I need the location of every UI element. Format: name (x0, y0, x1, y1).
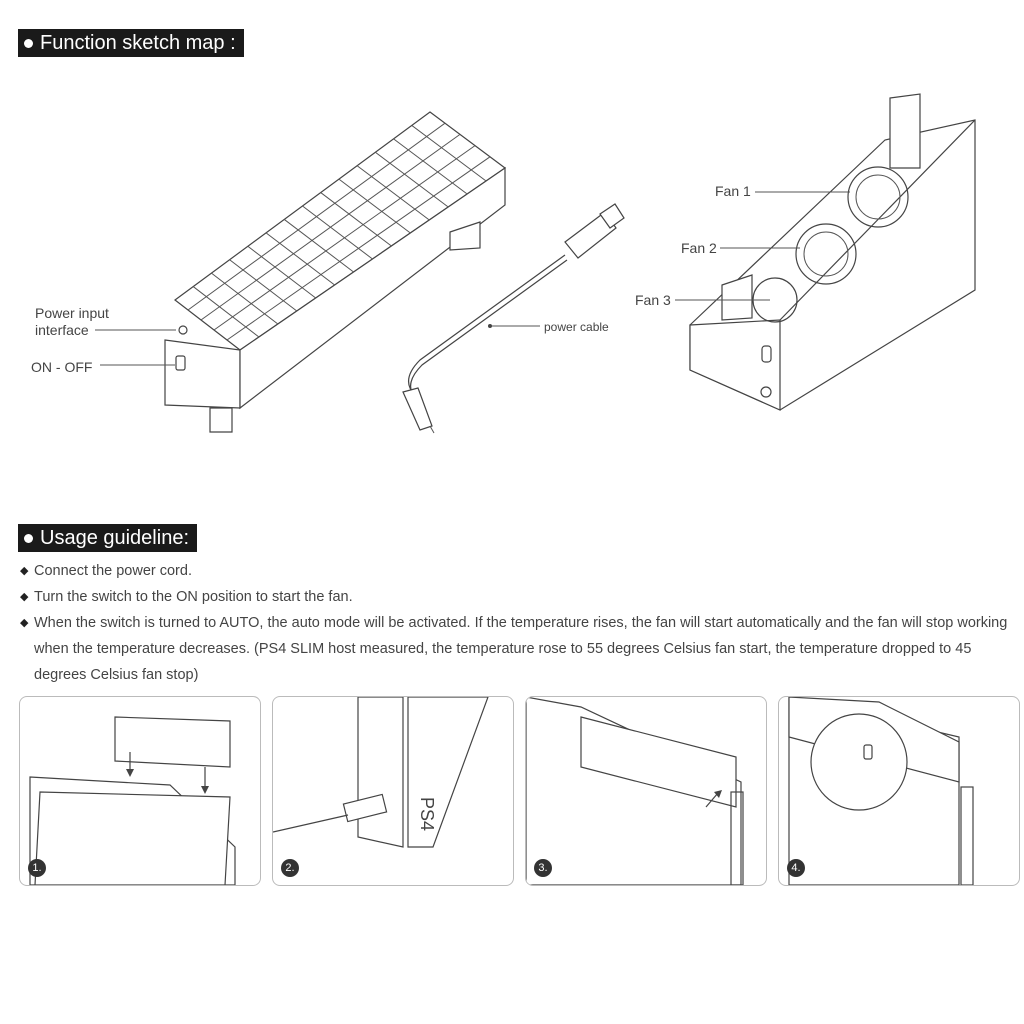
step-panel-4 (778, 696, 1020, 886)
diamond-bullet-icon: ◆ (20, 565, 29, 577)
fan2-callout: Fan 2 (681, 240, 717, 256)
step-panel-2 (272, 696, 514, 886)
power-input-label-line1: Power input (35, 305, 109, 321)
step-panel-3 (525, 696, 767, 886)
step-number: 3. (534, 859, 552, 877)
fan3-callout: Fan 3 (635, 292, 671, 308)
on-off-callout: ON - OFF (31, 359, 93, 375)
usage-guideline-header (18, 524, 197, 552)
power-input-callout (35, 305, 109, 339)
step-panel-1 (19, 696, 261, 886)
console-logo-mark: PS4 (417, 797, 437, 832)
fan1-callout: Fan 1 (715, 183, 751, 199)
bullet-dot-icon (24, 534, 33, 543)
usage-guideline-title: Usage guideline: (40, 527, 189, 549)
diamond-bullet-icon: ◆ (20, 617, 29, 629)
guideline-text: When the switch is turned to AUTO, the auto mode will be activated. If the temperature rises, the fan will start automatically and the fan will stop working when the temperature decreases. (PS4 SLIM host measured, the temperature rose to 55 degrees Celsius fan start, the temperature dropped to 45 degrees Celsius fan stop) (34, 615, 1008, 683)
guideline-item (20, 558, 1010, 584)
guideline-text: Turn the switch to the ON position to start the fan. (34, 589, 353, 605)
power-input-label-line2: interface (35, 322, 89, 338)
step-number: 1. (28, 859, 46, 877)
guideline-item (20, 584, 1010, 610)
guideline-list (20, 558, 1010, 688)
cooling-fan-unit-back-diagram (0, 0, 1024, 480)
guideline-item (20, 610, 1010, 688)
power-cable-callout: power cable (544, 320, 609, 334)
step-number: 4. (787, 859, 805, 877)
guideline-text: Connect the power cord. (34, 563, 192, 579)
diamond-bullet-icon: ◆ (20, 591, 29, 603)
step-number: 2. (281, 859, 299, 877)
function-sketch-title: Function sketch map : (40, 32, 236, 54)
